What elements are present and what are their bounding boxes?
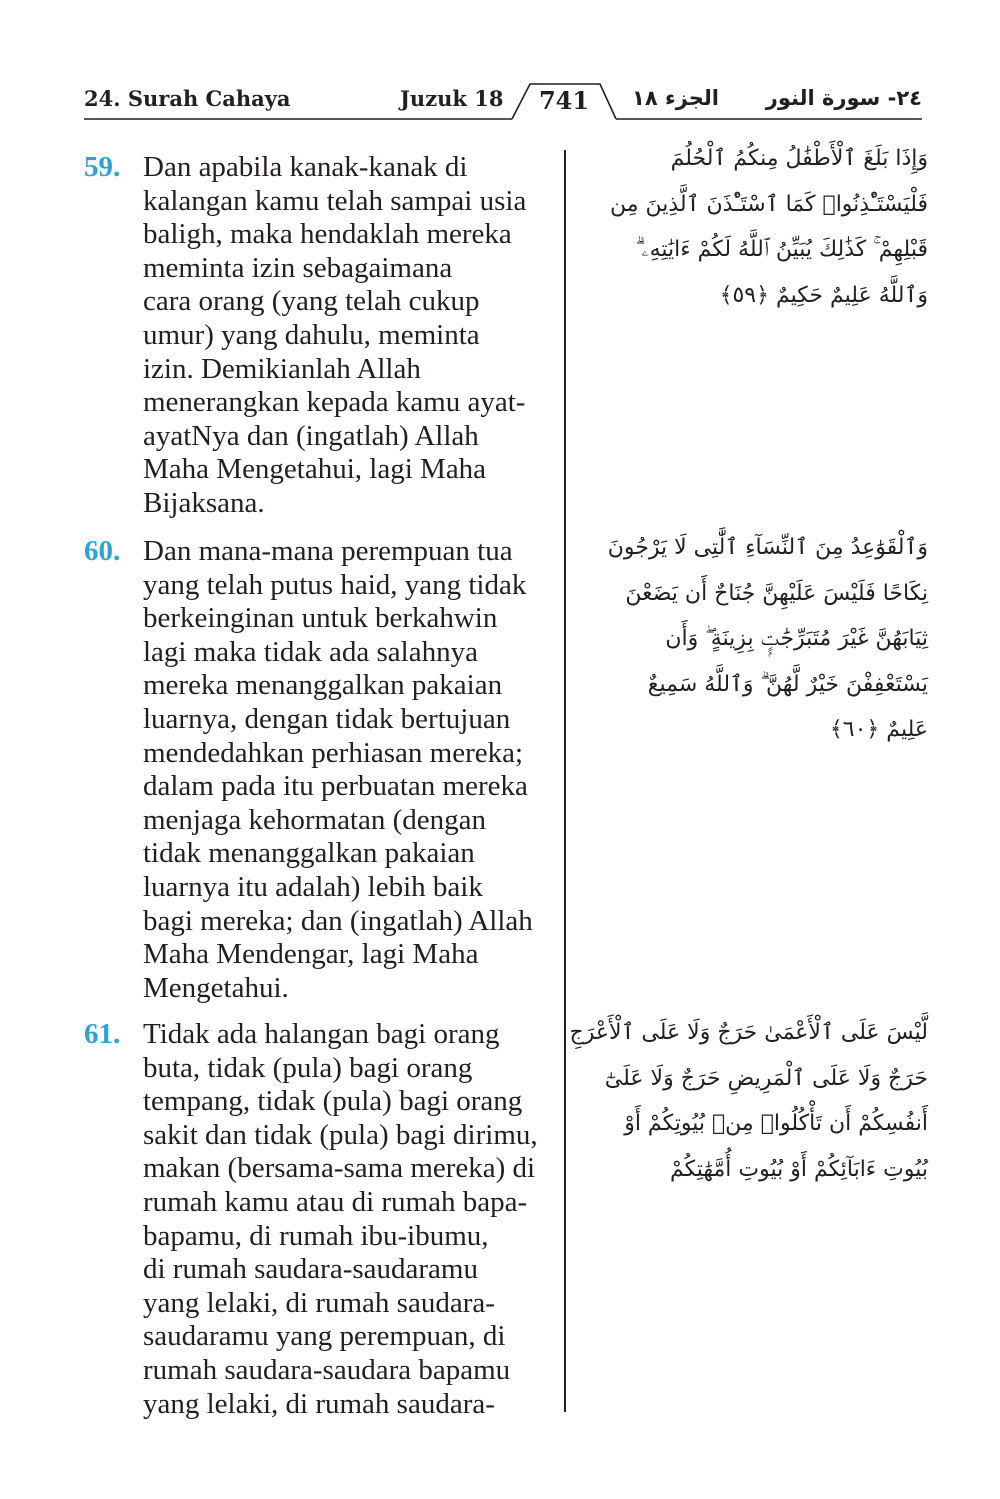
page-header [0, 0, 1000, 130]
translation-line: Dan apabila kanak-kanak di [143, 151, 468, 183]
translation-line: sakit dan tidak (pula) bagi dirimu, [143, 1118, 538, 1151]
arabic-line: أَنفُسِكُمْ أَن تَأْكُلُوا۟ مِنۢ بُيُوتِكُمْ أَوْ [624, 1111, 928, 1136]
translation-line: Maha Mendengar, lagi Maha [143, 938, 479, 971]
verse-translation [143, 1018, 554, 1421]
translation-line: Maha Mengetahui, lagi Maha [143, 453, 487, 486]
verse-translation [143, 535, 554, 1005]
arabic-line: وَٱللَّهُ عَلِيمٌ حَكِيمٌ ﴿٥٩﴾ [719, 282, 928, 308]
translation-line: meminta izin sebagaimana [143, 251, 453, 284]
translation-line: buta, tidak (pula) bagi orang [143, 1051, 473, 1084]
translation-line: mendedahkan perhiasan mereka; [143, 736, 524, 769]
arabic-verse-61 [569, 1010, 928, 1192]
surah-title-arabic: ٢٤- سورة النور [765, 86, 922, 110]
translation-verse-60 [84, 535, 554, 1005]
translation-line: tempang, tidak (pula) bagi orang [143, 1085, 523, 1118]
verse-number: 60. [84, 535, 121, 567]
translation-line: menerangkan kepada kamu ayat- [143, 386, 526, 419]
translation-line: mereka menanggalkan pakaian [143, 669, 503, 702]
translation-line: di rumah saudara-saudaramu [143, 1253, 478, 1286]
arabic-line: وَٱلْقَوَٰعِدُ مِنَ ٱلنِّسَآءِ ٱلَّٰتِى لَا يَرْجُونَ [607, 535, 928, 560]
verse-number: 59. [84, 151, 121, 183]
arabic-line: بُيُوتِ ءَابَآئِكُمْ أَوْ بُيُوتِ أُمَّهَٰتِكُمْ [669, 1156, 928, 1182]
verse-number: 61. [84, 1018, 121, 1050]
translation-line: luarnya, dengan tidak bertujuan [143, 702, 511, 735]
arabic-line: لَّيْسَ عَلَى ٱلْأَعْمَىٰ حَرَجٌ وَلَا عَلَى ٱلْأَعْرَجِ [569, 1020, 928, 1045]
translation-line: yang lelaki, di rumah saudara- [143, 1286, 495, 1319]
translation-line: makan (bersama-sama mereka) di [143, 1152, 536, 1185]
translation-line: umur) yang dahulu, meminta [143, 318, 480, 351]
translation-line: rumah kamu atau di rumah bapa- [143, 1185, 528, 1218]
arabic-line: نِكَاحًا فَلَيْسَ عَلَيْهِنَّ جُنَاحٌ أَن يَضَعْنَ [625, 580, 928, 606]
translation-line: berkeinginan untuk berkahwin [143, 602, 498, 635]
verse-translation [143, 151, 554, 521]
translation-line: yang lelaki, di rumah saudara- [143, 1387, 495, 1420]
translation-line: Tidak ada halangan bagi orang [143, 1018, 500, 1050]
translation-line: lagi maka tidak ada salahnya [143, 635, 478, 668]
arabic-verse-60 [588, 525, 928, 753]
translation-line: tidak menanggalkan pakaian [143, 837, 475, 870]
translation-line: rumah saudara-saudara bapamu [143, 1353, 511, 1386]
page-number: 741 [538, 86, 590, 115]
arabic-line: ثِيَابَهُنَّ غَيْرَ مُتَبَرِّجَٰتٍۭ بِزِينَةٍ ۖ وَأَن [665, 626, 928, 651]
translation-line: ayatNya dan (ingatlah) Allah [143, 419, 479, 452]
translation-line: cara orang (yang telah cukup [143, 285, 480, 318]
arabic-line: حَرَجٌ وَلَا عَلَى ٱلْمَرِيضِ حَرَجٌ وَلَا عَلَىٰٓ [604, 1065, 928, 1091]
translation-line: menjaga kehormatan (dengan [143, 803, 487, 836]
translation-line: yang telah putus haid, yang tidak [143, 568, 527, 601]
translation-line: Mengetahui. [143, 971, 289, 1004]
translation-line: baligh, maka hendaklah mereka [143, 218, 512, 251]
translation-line: bagi mereka; dan (ingatlah) Allah [143, 904, 533, 937]
arabic-line: عَلِيمٌ ﴿٦٠﴾ [829, 717, 928, 742]
translation-line: Bijaksana. [143, 486, 265, 519]
translation-verse-59 [84, 151, 554, 521]
translation-line: dalam pada itu perbuatan mereka [143, 770, 528, 803]
surah-title-latin: 24. Surah Cahaya [84, 86, 291, 111]
translation-line: bapamu, di rumah ibu-ibumu, [143, 1219, 489, 1252]
translation-line: izin. Demikianlah Allah [143, 352, 421, 385]
translation-line: saudaramu yang perempuan, di [143, 1320, 506, 1353]
arabic-verse-59 [588, 136, 928, 318]
arabic-line: قَبْلِهِمْ ۚ كَذَٰلِكَ يُبَيِّنُ ٱللَّهُ لَكُمْ ءَايَٰتِهِۦ ۗ [635, 237, 928, 262]
translation-line: luarnya itu adalah) lebih baik [143, 870, 483, 903]
juzuk-label-latin: Juzuk 18 [400, 86, 504, 111]
arabic-line: يَسْتَعْفِفْنَ خَيْرٌ لَّهُنَّ ۗ وَٱللَّهُ سَمِيعٌ [647, 671, 928, 697]
column-divider [564, 150, 566, 1412]
translation-verse-61 [84, 1018, 554, 1421]
juz-label-arabic: الجزء ١٨ [632, 86, 719, 110]
translation-line: kalangan kamu telah sampai usia [143, 184, 527, 217]
arabic-line: وَإِذَا بَلَغَ ٱلْأَطْفَٰلُ مِنكُمُ ٱلْحُلُمَ [670, 146, 928, 171]
arabic-line: فَلْيَسْتَـْٔذِنُوا۟ كَمَا ٱسْتَـْٔذَنَ ٱلَّذِينَ مِن [609, 191, 928, 217]
translation-line: Dan mana-mana perempuan tua [143, 535, 513, 567]
